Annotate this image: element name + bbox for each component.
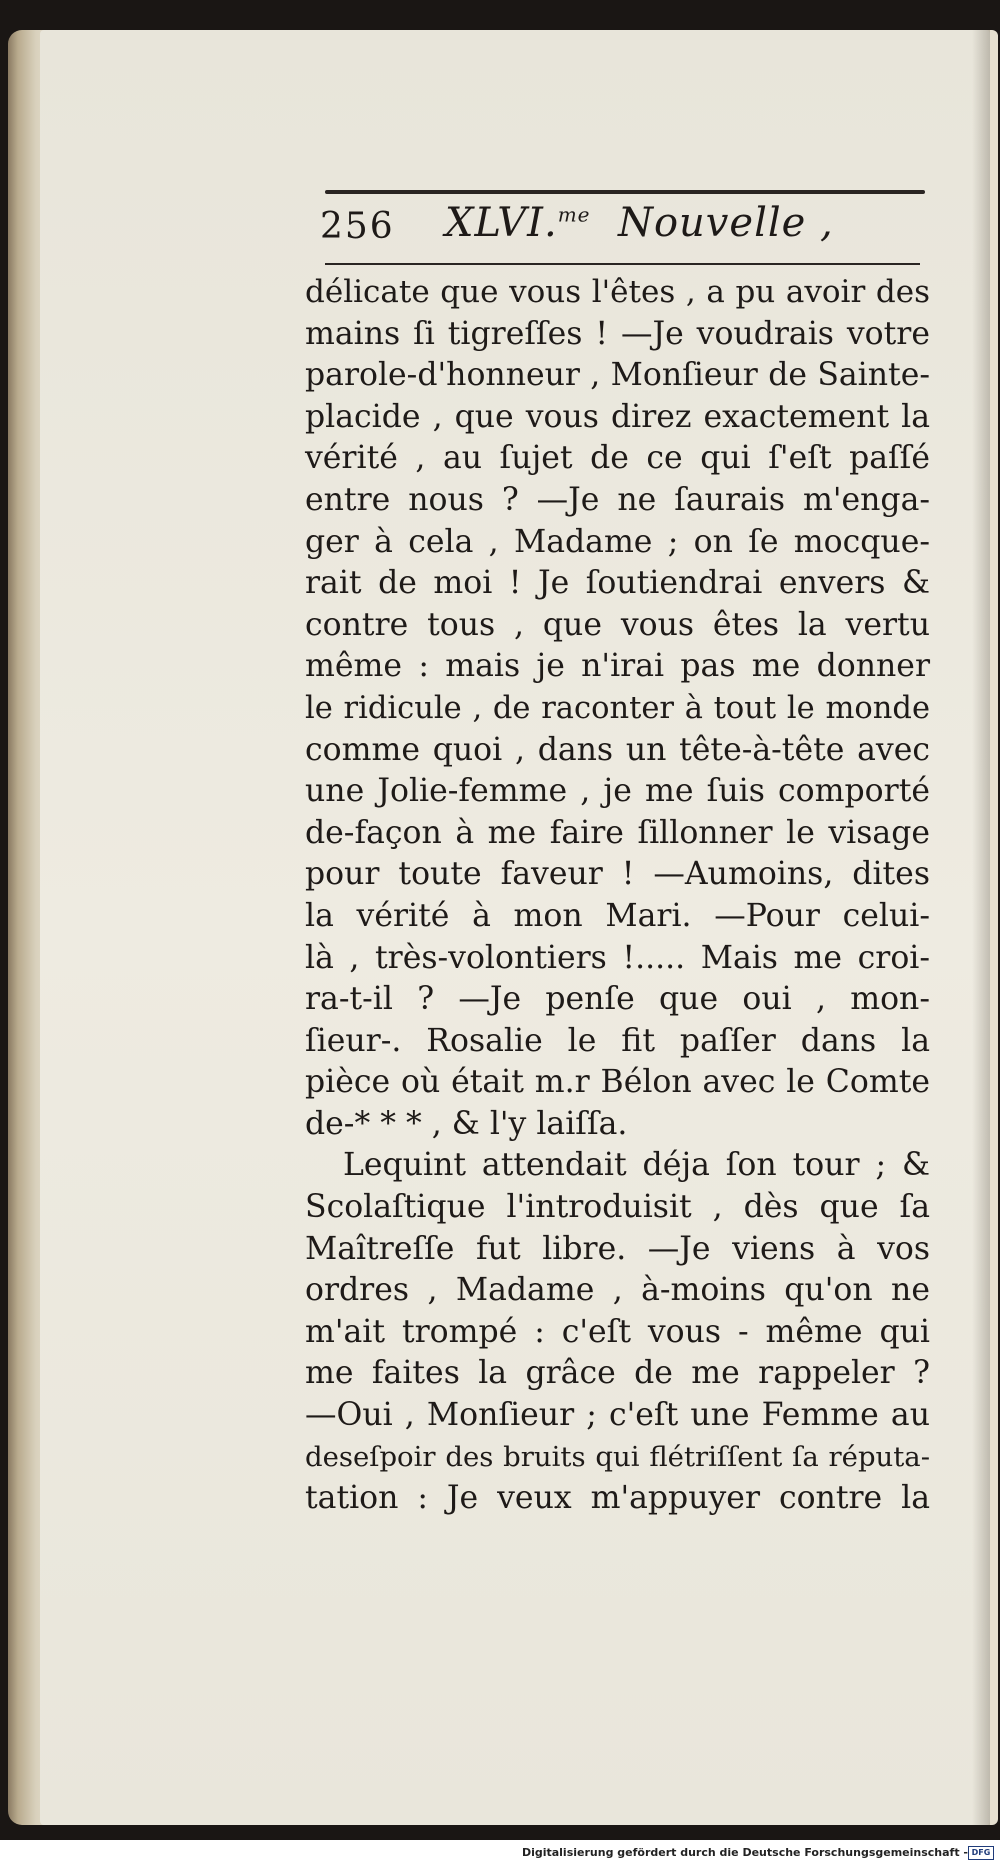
text-line: rait de moi ! Je ſoutiendrai envers & — [305, 565, 930, 602]
text-line: placide , que vous direz exactement la — [305, 398, 930, 435]
text-line: même : mais je n'irai pas me donner — [305, 648, 930, 685]
text-line: pièce où était m.r Bélon avec le Comte — [305, 1064, 930, 1101]
text-line: tation : Je veux m'appuyer contre la — [305, 1480, 930, 1517]
running-title-text: Nouvelle , — [617, 200, 834, 246]
text-line: la vérité à mon Mari. —Pour celui- — [305, 897, 930, 934]
text-line: deseſpoir des bruits qui flétriſſent ſa réputa- — [305, 1440, 930, 1473]
text-line: parole-d'honneur , Monſieur de Sainte- — [305, 357, 930, 394]
body-text — [305, 272, 930, 1520]
text-line: entre nous ? —Je ne ſaurais m'enga- — [305, 481, 930, 518]
text-line-paragraph-start: Lequint attendait déja ſon tour ; & — [343, 1147, 930, 1184]
digitization-footer — [0, 1844, 1000, 1864]
text-line: comme quoi , dans un tête-à-tête avec — [305, 731, 930, 768]
text-line: de-façon à me faire ſillonner le visage — [305, 814, 930, 851]
page-number: 256 — [320, 206, 395, 247]
running-title-superscript: me — [557, 202, 591, 227]
text-line: le ridicule , de raconter à tout le monde — [305, 690, 930, 726]
text-line: pour toute faveur ! —Aumoins, dites — [305, 856, 930, 893]
text-line: ordres , Madame , à-moins qu'on ne — [305, 1272, 930, 1309]
text-line: là , très-volontiers !..... Mais me croi- — [305, 939, 930, 976]
text-line: —Oui , Monſieur ; c'eſt une Femme au — [305, 1397, 930, 1434]
text-line: me faites la grâce de me rappeler ? — [305, 1355, 930, 1392]
text-line: ra-t-il ? —Je penſe que oui , mon- — [305, 981, 930, 1018]
running-title — [445, 200, 834, 246]
text-line: ſieur-. Rosalie le fit paſſer dans la — [305, 1022, 930, 1059]
header-rule-bottom — [325, 263, 920, 265]
dfg-logo: DFG — [968, 1846, 994, 1860]
header-rule-top — [325, 190, 925, 194]
text-line: délicate que vous l'êtes , a pu avoir des — [305, 274, 930, 310]
text-line: mains ſi tigreſſes ! —Je voudrais votre — [305, 315, 930, 352]
running-title-numeral: XLVI. — [445, 200, 558, 246]
text-line: m'ait trompé : c'eſt vous - même qui — [305, 1313, 930, 1350]
text-line: Scolaſtique l'introduisit , dès que ſa — [305, 1189, 930, 1226]
text-line: contre tous , que vous êtes la vertu — [305, 606, 930, 643]
funding-credit: Digitalisierung gefördert durch die Deutsche Forschungsgemeinschaft - — [521, 1846, 968, 1859]
text-line: vérité , au ſujet de ce qui ſ'eſt paſſé — [305, 440, 930, 477]
page-gutter-shadow — [972, 30, 990, 1825]
text-line: une Jolie-femme , je me ſuis comporté — [305, 773, 930, 810]
text-line: ger à cela , Madame ; on ſe mocque- — [305, 523, 930, 560]
running-header — [315, 198, 925, 258]
text-line-paragraph-end: de-* * * , & l'y laiſſa. — [305, 1105, 628, 1142]
text-line: Maîtreſſe fut libre. —Je viens à vos — [305, 1230, 930, 1267]
